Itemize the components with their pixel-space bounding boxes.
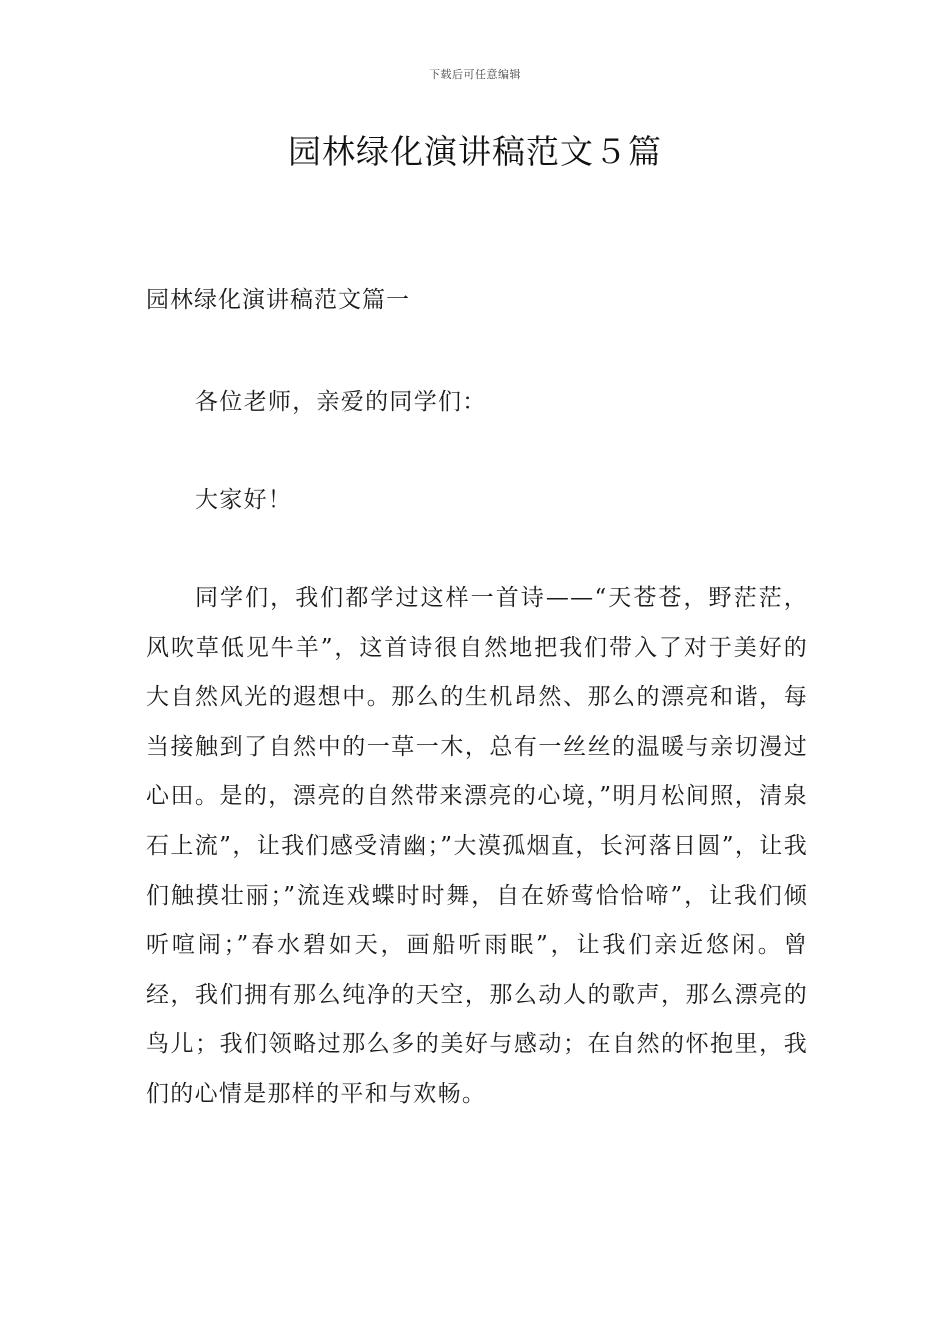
section-heading: 园林绿化演讲稿范文篇一 [146,287,410,313]
greeting-paragraph: 大家好！ [195,487,293,513]
body-paragraph: 同学们，我们都学过这样一首诗——“天苍苍，野茫茫，风吹草低见牛羊”，这首诗很自然地把我们带入了对于美好的大自然风光的遐想中。那么的生机昂然、那么的漂亮和谐，每当接触到了自然中的一草一木，总有一丝丝的温暖与亲切漫过心田。是的，漂亮的自然带来漂亮的心境，”明月松间照，清泉石上流”，让我们感受清幽；”大漠孤烟直，长河落日圆”，让我们触摸壮丽；”流连戏蝶时时舞，自在娇莺恰恰啼”，让我们倾听喧闹；”春水碧如天，画船听雨眠”，让我们亲近悠闲。曾经，我们拥有那么纯净的天空，那么动人的歌声，那么漂亮的鸟儿；我们领略过那么多的美好与感动；在自然的怀抱里，我们的心情是那样的平和与欢畅。 [146,585,808,1107]
header-note: 下载后可任意编辑 [429,68,521,81]
document-title: 园林绿化演讲稿范文５篇 [288,132,662,171]
salutation-paragraph: 各位老师，亲爱的同学们： [195,389,487,415]
